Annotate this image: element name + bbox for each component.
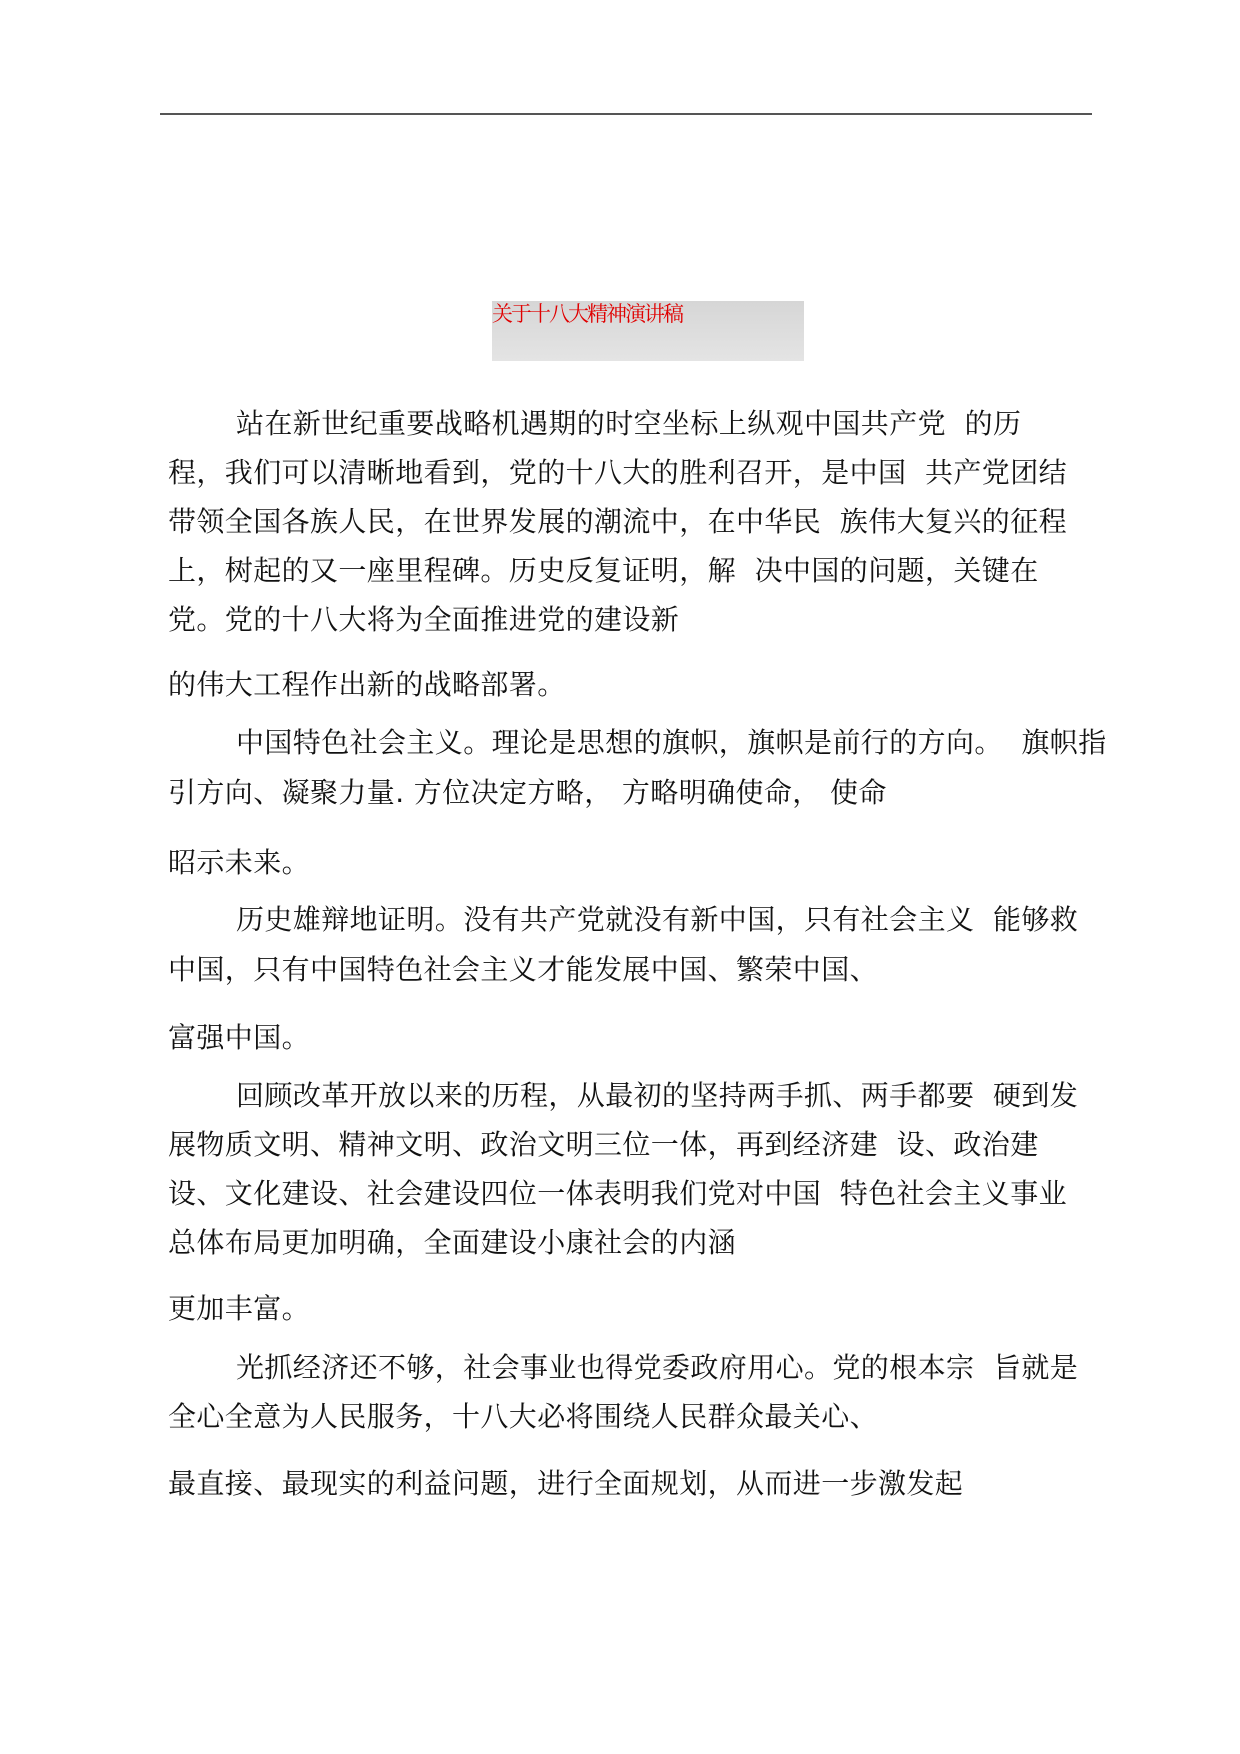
body-line: 程，我们可以清晰地看到，党的十八大的胜利召开，是中国 共产党团结 (168, 456, 1068, 489)
body-line: 历史雄辩地证明。没有共产党就没有新中国，只有社会主义 能够救 (236, 903, 1079, 936)
body-line: 设、文化建设、社会建设四位一体表明我们党对中国 特色社会主义事业 (168, 1177, 1068, 1210)
document-title: 关于十八大精神演讲稿 (492, 302, 682, 326)
body-line: 上，树起的又一座里程碑。历史反复证明，解 决中国的问题，关键在 (168, 554, 1039, 587)
body-line: 引方向、凝聚力量. 方位决定方略， 方略明确使命， 使命 (168, 776, 887, 809)
body-line: 更加丰富。 (168, 1292, 311, 1325)
body-line: 站在新世纪重要战略机遇期的时空坐标上纵观中国共产党 的历 (236, 407, 1022, 440)
body-line: 的伟大工程作出新的战略部署。 (168, 668, 566, 701)
body-line: 昭示未来。 (168, 846, 311, 879)
body-line: 中国特色社会主义。理论是思想的旗帜，旗帜是前行的方向。 旗帜指 (236, 726, 1107, 759)
body-line: 党。党的十八大将为全面推进党的建设新 (168, 603, 680, 636)
body-line: 中国，只有中国特色社会主义才能发展中国、繁荣中国、 (168, 953, 879, 986)
body-line: 带领全国各族人民，在世界发展的潮流中，在中华民 族伟大复兴的征程 (168, 505, 1068, 538)
body-line: 全心全意为人民服务，十八大必将围绕人民群众最关心、 (168, 1400, 879, 1433)
body-line: 展物质文明、精神文明、政治文明三位一体，再到经济建 设、政治建 (168, 1128, 1039, 1161)
body-line: 光抓经济还不够，社会事业也得党委政府用心。党的根本宗 旨就是 (236, 1351, 1079, 1384)
body-line: 回顾改革开放以来的历程，从最初的坚持两手抓、两手都要 硬到发 (236, 1079, 1079, 1112)
body-line: 富强中国。 (168, 1021, 311, 1054)
body-line: 最直接、最现实的利益问题，进行全面规划，从而进一步激发起 (168, 1467, 964, 1500)
header-rule (160, 113, 1092, 115)
body-line: 总体布局更加明确，全面建设小康社会的内涵 (168, 1226, 737, 1259)
title-box (492, 301, 804, 361)
